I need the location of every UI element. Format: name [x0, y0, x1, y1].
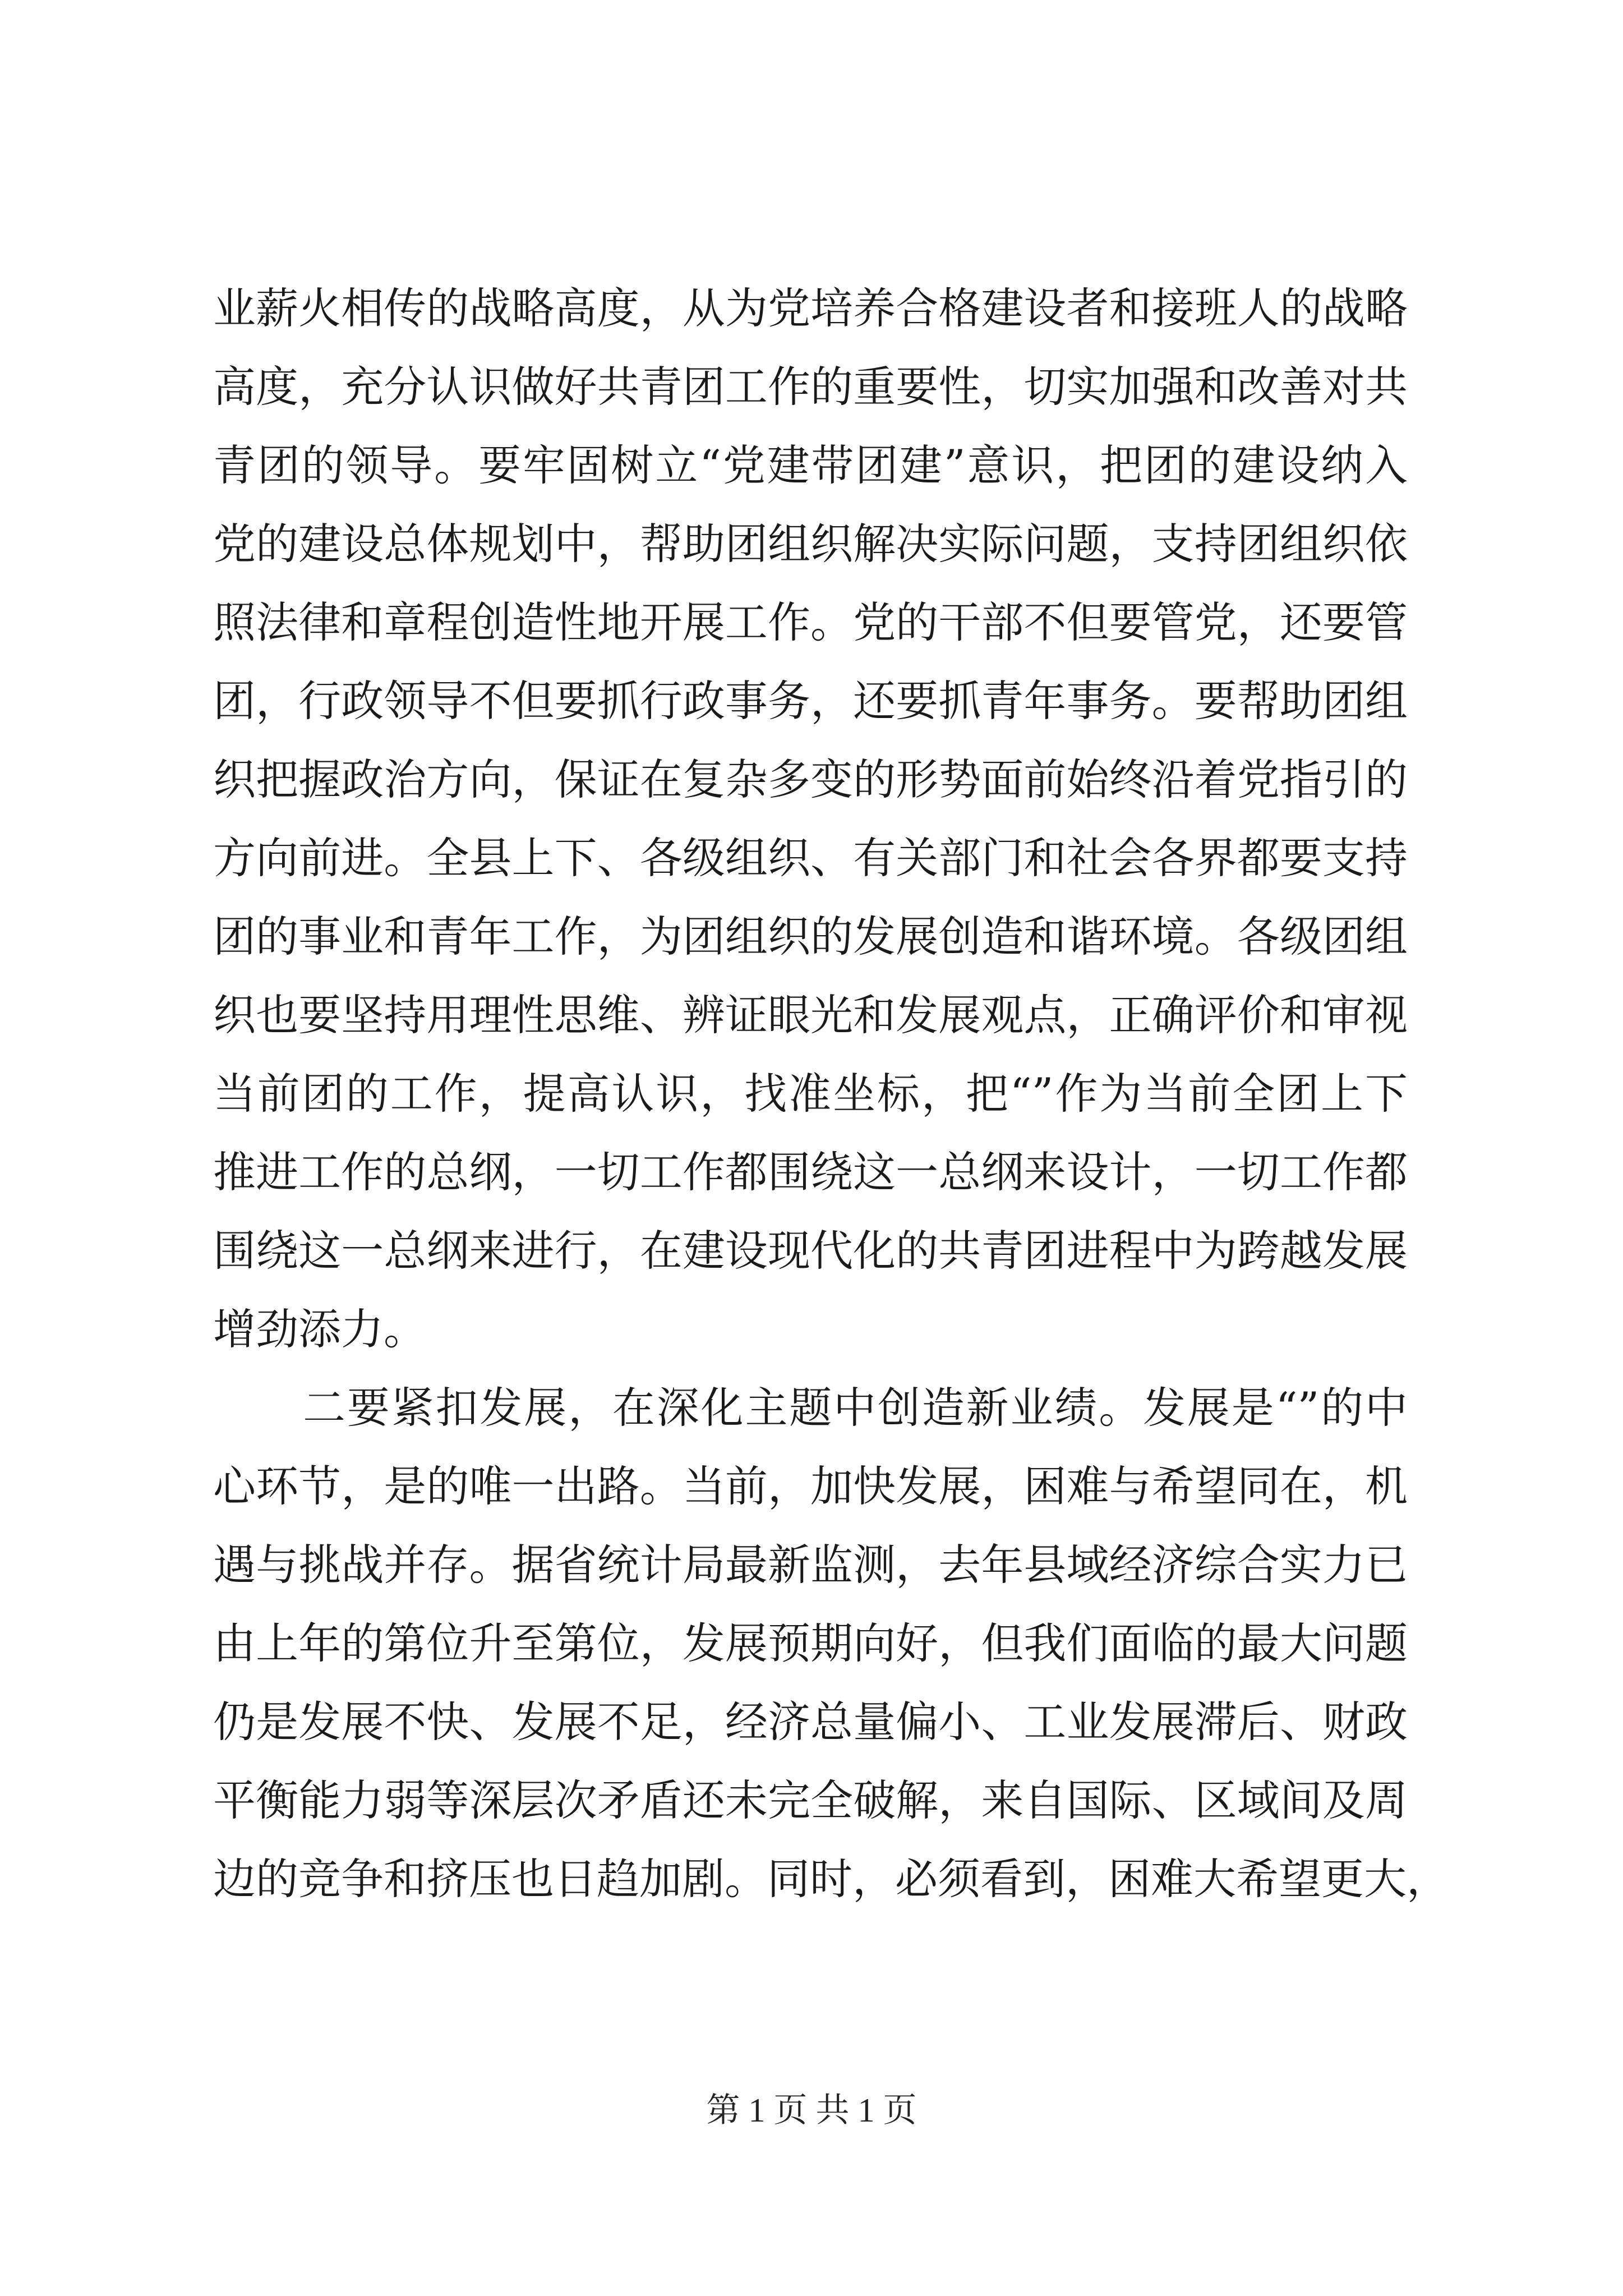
- body-line: 青团的领导。要牢固树立“党建带团建”意识，把团的建设纳入: [213, 440, 1408, 490]
- body-line: 织也要坚持用理性思维、辨证眼光和发展观点，正确评价和审视: [213, 990, 1408, 1040]
- body-line: 织把握政治方向，保证在复杂多变的形势面前始终沿着党指引的: [213, 754, 1408, 804]
- body-line: 照法律和章程创造性地开展工作。党的干部不但要管党，还要管: [213, 597, 1408, 647]
- body-line: 遇与挑战并存。据省统计局最新监测，去年县域经济综合实力已: [213, 1540, 1408, 1590]
- body-line: 心环节，是的唯一出路。当前，加快发展，困难与希望同在，机: [213, 1461, 1408, 1511]
- body-line: 平衡能力弱等深层次矛盾还未完全破解，来自国际、区域间及周: [213, 1775, 1408, 1825]
- body-line: 围绕这一总纲来进行，在建设现代化的共青团进程中为跨越发展: [213, 1226, 1408, 1276]
- body-line: 二要紧扣发展，在深化主题中创造新业绩。发展是“”的中: [303, 1383, 1408, 1433]
- body-line: 由上年的第位升至第位，发展预期向好，但我们面临的最大问题: [213, 1618, 1408, 1668]
- body-line: 团的事业和青年工作，为团组织的发展创造和谐环境。各级团组: [213, 912, 1408, 961]
- page-number-footer: 第 1 页 共 1 页: [706, 2092, 917, 2129]
- body-line: 团，行政领导不但要抓行政事务，还要抓青年事务。要帮助团组: [213, 676, 1408, 726]
- body-line: 党的建设总体规划中，帮助团组织解决实际问题，支持团组织依: [213, 519, 1408, 569]
- body-line: 方向前进。全县上下、各级组织、有关部门和社会各界都要支持: [213, 833, 1408, 883]
- body-line: 业薪火相传的战略高度，从为党培养合格建设者和接班人的战略: [213, 283, 1408, 333]
- body-line: 当前团的工作，提高认识，找准坐标，把“”作为当前全团上下: [213, 1069, 1408, 1119]
- body-line: 边的竞争和挤压也日趋加剧。同时，必须看到，困难大希望更大，: [213, 1854, 1449, 1904]
- body-line: 推进工作的总纲，一切工作都围绕这一总纲来设计，一切工作都: [213, 1147, 1408, 1197]
- body-line: 增劲添力。: [213, 1304, 426, 1354]
- body-line: 仍是发展不快、发展不足，经济总量偏小、工业发展滞后、财政: [213, 1697, 1408, 1747]
- body-line: 高度，充分认识做好共青团工作的重要性，切实加强和改善对共: [213, 362, 1408, 412]
